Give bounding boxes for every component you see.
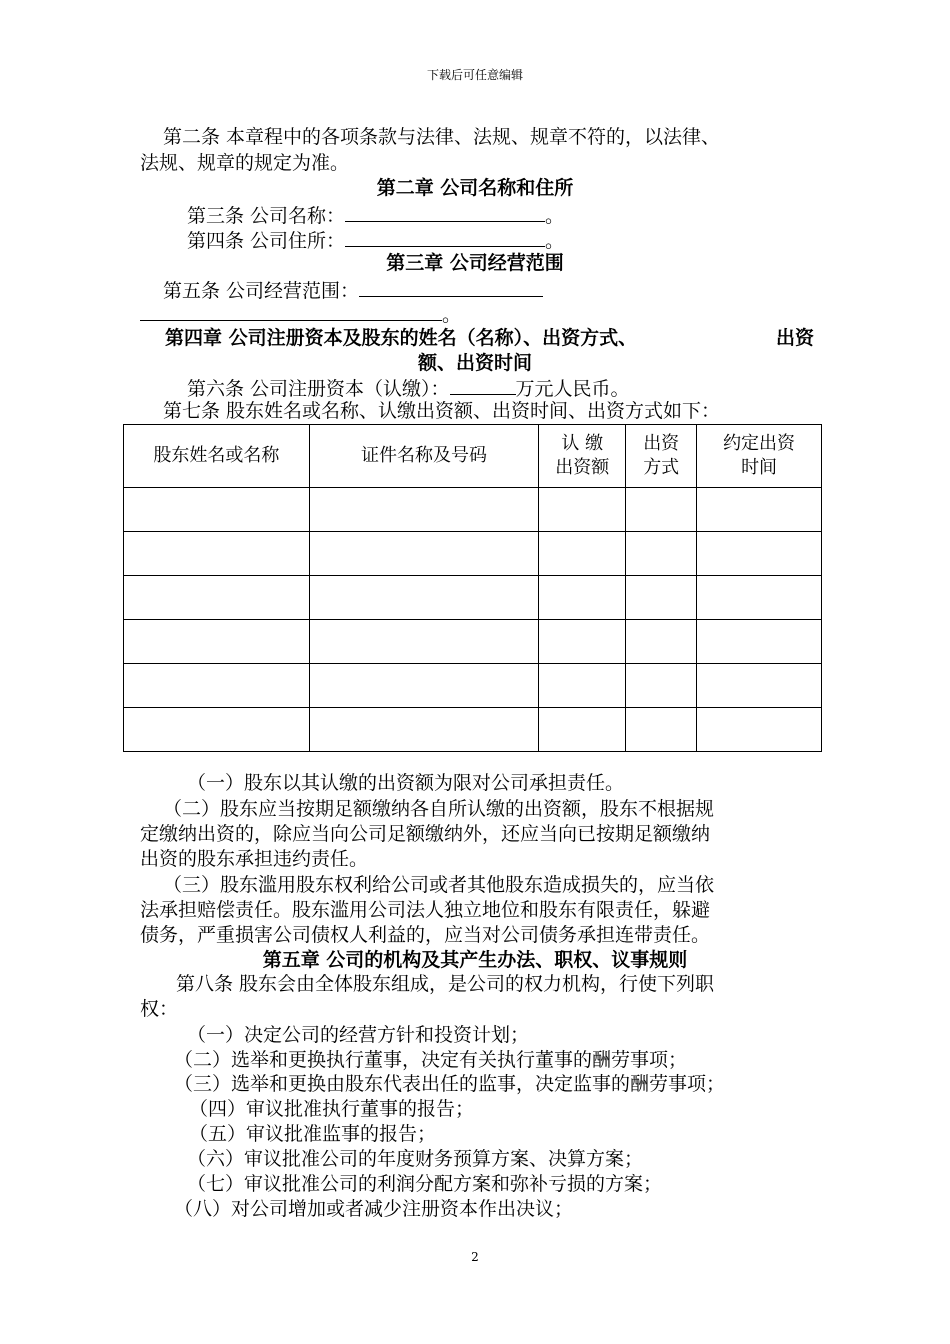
table-row [124,664,822,708]
table-cell[interactable] [697,620,822,664]
article7-line: 第七条 股东姓名或名称、认缴出资额、出资时间、出资方式如下： [163,400,721,422]
business-scope-blank[interactable] [359,276,543,297]
table-cell[interactable] [697,488,822,532]
table-cell[interactable] [309,488,539,532]
shareholder-table [123,424,822,752]
table-cell[interactable] [309,620,539,664]
table-cell[interactable] [539,488,626,532]
page-header-note: 下载后可任意编辑 [426,68,523,82]
table-header-row [124,425,822,488]
company-address-blank[interactable] [345,226,545,247]
chapter4-title-line1: 第四章 公司注册资本及股东的姓名（名称）、出资方式、 [165,327,638,349]
table-cell[interactable] [124,664,310,708]
article8-item-7: （七）审议批准公司的利润分配方案和弥补亏损的方案； [187,1173,663,1195]
table-row [124,532,822,576]
col-header-method: 出资 方式 [626,425,697,488]
liability-p3-line3: 债务，严重损害公司债权人利益的，应当对公司债务承担连带责任。 [140,924,711,946]
table-cell[interactable] [309,532,539,576]
article5-line2 [140,300,461,328]
col-header-time: 约定出资 时间 [697,425,822,488]
table-cell[interactable] [309,576,539,620]
table-cell[interactable] [539,576,626,620]
article3-period: 。 [545,205,565,227]
chapter4-title-line1-end: 出资 [776,327,815,349]
article8-item-1: （一）决定公司的经营方针和投资计划； [187,1024,530,1046]
article8-item-8: （八）对公司增加或者减少注册资本作出决议； [174,1198,574,1220]
article4-label: 第四条 公司住所： [187,230,346,252]
article8-item-5: （五）审议批准监事的报告； [189,1123,437,1145]
table-cell[interactable] [539,620,626,664]
liability-p3-line1: （三）股东滥用股东权利给公司或者其他股东造成损失的，应当依 [163,874,715,896]
article4-period: 。 [545,230,565,252]
table-cell[interactable] [309,708,539,752]
article2-line1: 第二条 本章程中的各项条款与法律、法规、规章不符的，以法律、 [163,126,721,148]
page-number: 2 [471,1250,479,1264]
table-cell[interactable] [626,532,697,576]
article8-item-3: （三）选举和更换由股东代表出任的监事，决定监事的酬劳事项； [174,1073,726,1095]
article8-item-2: （二）选举和更换执行董事，决定有关执行董事的酬劳事项； [174,1049,688,1071]
article2-line2: 法规、规章的规定为准。 [140,152,350,174]
table-cell[interactable] [626,620,697,664]
article6-prefix: 第六条 公司注册资本（认缴）： [187,378,450,400]
liability-p2-line2: 定缴纳出资的，除应当向公司足额缴纳外，还应当向已按期足额缴纳 [140,823,711,845]
article5-label: 第五条 公司经营范围： [163,280,360,302]
liability-p1: （一）股东以其认缴的出资额为限对公司承担责任。 [187,772,625,794]
article3-label: 第三条 公司名称： [187,205,346,227]
chapter3-title: 第三章 公司经营范围 [386,252,564,274]
company-name-blank[interactable] [345,201,545,222]
table-cell[interactable] [124,708,310,752]
table-cell[interactable] [697,532,822,576]
table-cell[interactable] [539,708,626,752]
table-cell[interactable] [124,532,310,576]
table-cell[interactable] [626,708,697,752]
article8-line2: 权： [140,998,179,1020]
liability-p3-line2: 法承担赔偿责任。股东滥用公司法人独立地位和股东有限责任，躲避 [140,899,711,921]
chapter5-title: 第五章 公司的机构及其产生办法、职权、议事规则 [262,949,688,971]
chapter2-title: 第二章 公司名称和住所 [376,177,574,199]
col-header-id: 证件名称及号码 [309,425,539,488]
article6-suffix: 万元人民币。 [515,378,630,400]
table-cell[interactable] [697,576,822,620]
col-header-name: 股东姓名或名称 [124,425,310,488]
chapter4-title-line2: 额、出资时间 [417,352,532,374]
table-row [124,708,822,752]
table-cell[interactable] [626,576,697,620]
liability-p2-line3: 出资的股东承担违约责任。 [140,848,369,870]
table-row [124,620,822,664]
col-header-amount: 认 缴 出资额 [539,425,626,488]
table-cell[interactable] [697,708,822,752]
table-cell[interactable] [124,620,310,664]
registered-capital-blank[interactable] [450,374,516,395]
table-row [124,576,822,620]
table-row [124,488,822,532]
article8-item-6: （六）审议批准公司的年度财务预算方案、决算方案； [187,1148,644,1170]
table-cell[interactable] [309,664,539,708]
article3-line [187,201,564,229]
article5-period: 。 [442,304,462,326]
table-cell[interactable] [539,664,626,708]
article8-item-4: （四）审议批准执行董事的报告； [189,1098,475,1120]
business-scope-blank-2[interactable] [140,300,442,321]
table-cell[interactable] [697,664,822,708]
table-cell[interactable] [626,664,697,708]
table-cell[interactable] [124,488,310,532]
liability-p2-line1: （二）股东应当按期足额缴纳各自所认缴的出资额，股东不根据规 [163,798,715,820]
table-cell[interactable] [124,576,310,620]
table-cell[interactable] [626,488,697,532]
table-cell[interactable] [539,532,626,576]
article8-line1: 第八条 股东会由全体股东组成，是公司的权力机构，行使下列职 [176,973,715,995]
